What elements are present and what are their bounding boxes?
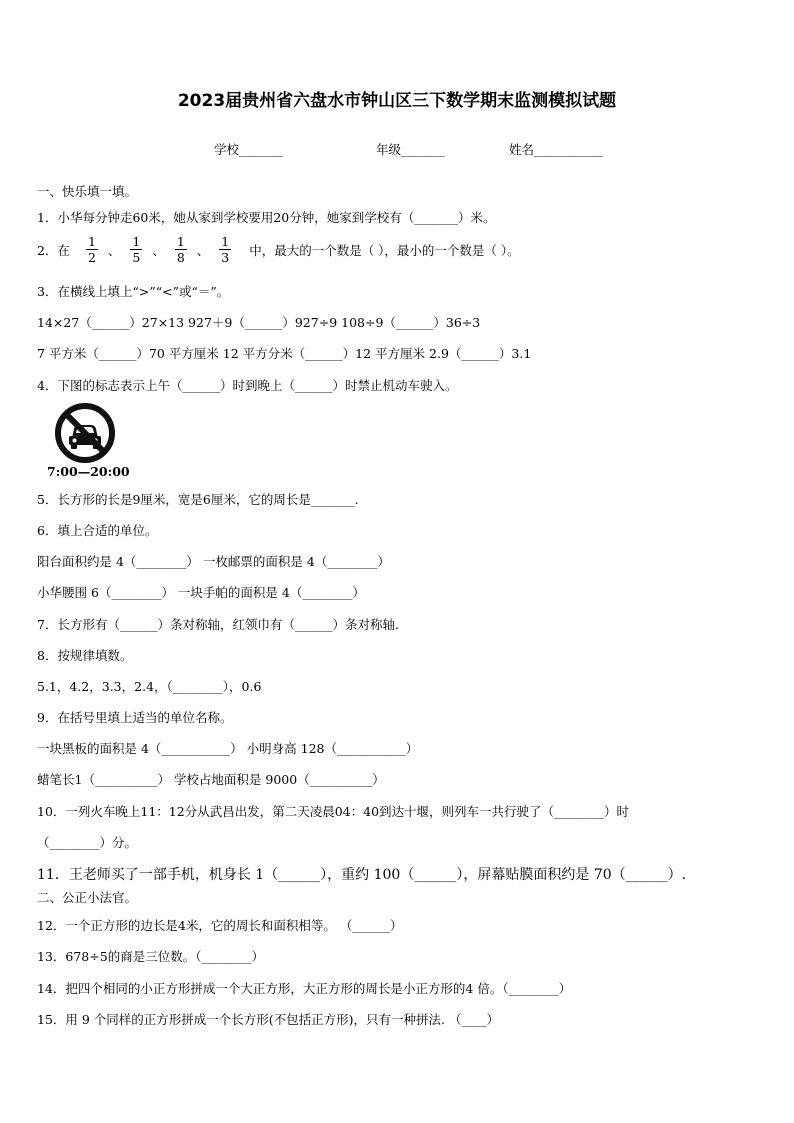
question-14: 14．把四个相同的小正方形拼成一个大正方形，大正方形的周长是小正方形的4 倍。（________）	[37, 981, 572, 996]
school-field: 学校_______	[214, 142, 283, 157]
question-9: 9．在括号里填上适当的单位名称。	[37, 710, 233, 725]
question-2-label: 2．在	[37, 242, 70, 258]
section-1-heading: 一、快乐填一填。	[37, 184, 138, 199]
name-field: 姓名___________	[509, 142, 603, 157]
sign-time-caption: 7:00—20:00	[47, 464, 130, 479]
question-2-rest: 中，最大的一个数是（ ），最小的一个数是（ ）。	[249, 242, 520, 258]
question-6: 6．填上合适的单位。	[37, 523, 158, 538]
question-8: 8．按规律填数。	[37, 648, 133, 663]
grade-field: 年级_______	[376, 142, 445, 157]
fraction-1: $\frac{1}{2}$	[87, 234, 96, 265]
fraction-3: $\frac{1}{8}$	[176, 234, 185, 265]
question-3-row-1: 14×27（______）27×13 927＋9（______）927÷9 108÷9（______）36÷3	[37, 315, 481, 330]
question-13: 13．678÷5的商是三位数。（________）	[37, 949, 264, 964]
separator: 、	[152, 242, 165, 258]
fraction-2: $\frac{1}{5}$	[132, 234, 141, 265]
fraction-4: $\frac{1}{3}$	[221, 234, 230, 265]
question-1: 1．小华每分钟走60米，她从家到学校要用20分钟，她家到学校有（_______）米。	[37, 210, 496, 225]
question-4: 4．下图的标志表示上午（______）时到晚上（______）时禁止机动车驶入。	[37, 378, 458, 393]
question-11: 11．王老师买了一部手机，机身长 1（______），重约 100（______），屏幕贴膜面积约是 70（______）.	[37, 867, 687, 883]
page-title: 2023届贵州省六盘水市钟山区三下数学期末监测模拟试题	[177, 91, 617, 111]
question-6-row-2: 小华腰围 6（________） 一块手帕的面积是 4（________）	[37, 585, 365, 600]
question-8-row: 5.1，4.2，3.3，2.4，（________），0.6	[37, 679, 262, 694]
question-2	[37, 234, 520, 265]
question-9-row-1: 一块黑板的面积是 4（___________） 小明身高 128（___________）	[37, 741, 419, 756]
separator: 、	[107, 242, 121, 258]
question-15: 15．用 9 个同样的正方形拼成一个长方形(不包括正方形)，只有一种拼法. （____）	[37, 1012, 500, 1027]
no-motor-vehicle-sign-icon	[54, 402, 116, 464]
question-10-continued: （________）分。	[37, 835, 138, 850]
question-9-row-2: 蜡笔长1（__________） 学校占地面积是 9000（__________）	[37, 772, 385, 787]
question-5: 5．长方形的长是9厘米，宽是6厘米，它的周长是_______.	[37, 492, 359, 507]
question-3: 3．在横线上填上“>”“<”或“＝”。	[37, 284, 230, 299]
separator: 、	[196, 242, 210, 258]
question-10: 10．一列火车晚上11：12分从武昌出发，第二天凌晨04：40到达十堰，则列车一共行驶了（________）时	[37, 804, 630, 819]
question-3-row-2: 7 平方米（______）70 平方厘米 12 平方分米（______）12 平方厘米 2.9（______）3.1	[37, 346, 532, 361]
section-2-heading: 二、公正小法官。	[37, 890, 138, 905]
question-7: 7．长方形有（______）条对称轴，红领巾有（______）条对称轴.	[37, 617, 399, 632]
question-6-row-1: 阳台面积约是 4（________） 一枚邮票的面积是 4（________）	[37, 554, 390, 569]
question-12: 12．一个正方形的边长是4米，它的周长和面积相等。 （______）	[37, 918, 403, 933]
